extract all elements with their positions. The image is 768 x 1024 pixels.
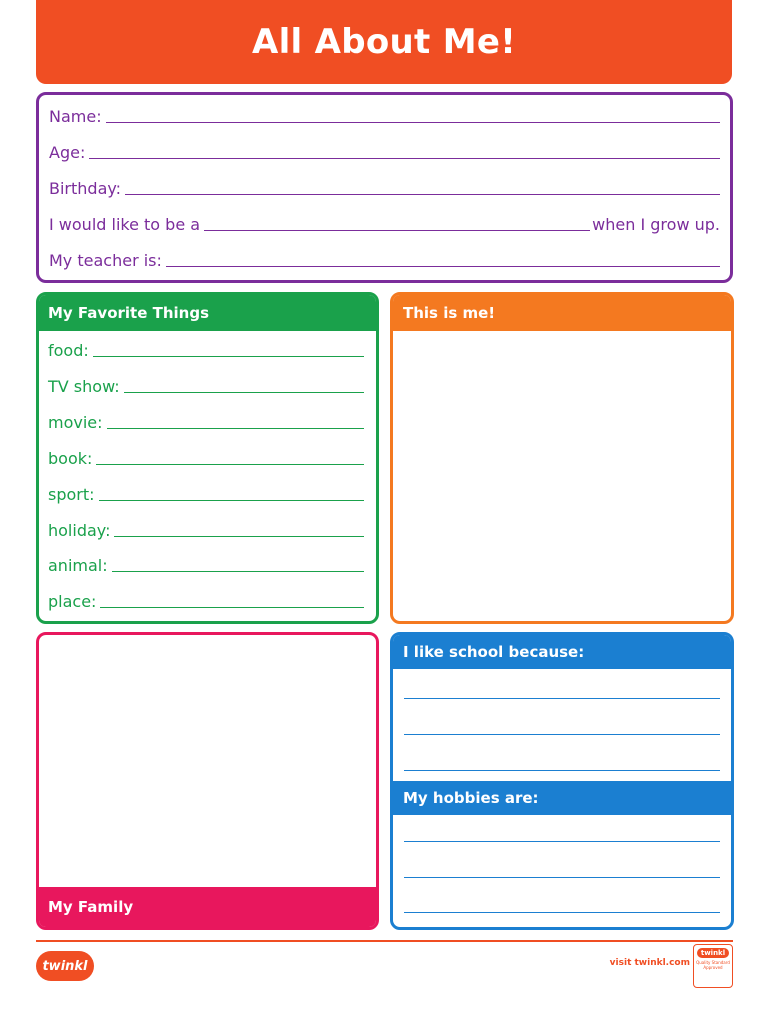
title-banner [36,0,732,84]
favorite-item-label: book: [48,449,93,468]
hobbies-answer-line[interactable] [404,877,720,878]
grow-up-suffix: when I grow up. [592,215,720,234]
favorite-field-line[interactable] [96,464,364,465]
grow-up-prefix: I would like to be a [49,215,201,234]
favorite-item-label: food: [48,341,89,360]
favorite-item-label: place: [48,592,97,611]
favorite-item-sport [48,483,364,505]
age-label: Age: [49,143,86,162]
school-answer-line[interactable] [404,734,720,735]
favorite-item-label: animal: [48,556,108,575]
my-family-box [36,632,379,930]
favorite-item-movie [48,411,364,433]
visit-link[interactable]: visit twinkl.com [609,958,690,968]
twinkl-logo [36,951,94,981]
favorite-item-holiday [48,519,364,541]
hobbies-answer-line[interactable] [404,912,720,913]
age-field-line[interactable] [89,158,720,159]
favorite-field-line[interactable] [107,428,364,429]
school-heading: I like school because: [393,635,731,669]
favorite-item-tv-show [48,375,364,397]
drawing-area[interactable] [393,331,731,621]
personal-info-box [36,92,733,283]
birthday-label: Birthday: [49,179,122,198]
age-row [49,139,720,163]
badge-text: Quality Standard Approved [696,960,730,970]
favorite-item-place [48,590,364,612]
favorite-item-label: movie: [48,413,103,432]
quality-badge-icon [693,944,733,988]
favorite-item-label: TV show: [48,377,120,396]
family-drawing-area[interactable] [39,635,376,887]
hobbies-heading: My hobbies are: [393,781,731,815]
birthday-field-line[interactable] [125,194,720,195]
grow-up-row [49,211,720,235]
teacher-field-line[interactable] [166,266,720,267]
favorite-field-line[interactable] [112,571,364,572]
hobbies-answer-line[interactable] [404,841,720,842]
favorite-item-animal [48,554,364,576]
favorite-item-label: holiday: [48,521,111,540]
name-field-line[interactable] [106,122,720,123]
favorite-item-food [48,339,364,361]
grow-up-field-line[interactable] [204,230,590,231]
favorite-field-line[interactable] [99,500,364,501]
favorite-things-box [36,292,379,624]
school-answer-line[interactable] [404,770,720,771]
this-is-me-heading: This is me! [393,295,731,331]
this-is-me-box [390,292,734,624]
favorite-item-book [48,447,364,469]
school-answer-line[interactable] [404,698,720,699]
page-title: All About Me! [251,22,517,62]
teacher-row [49,247,720,271]
school-hobbies-box [390,632,734,930]
name-row [49,103,720,127]
favorite-field-line[interactable] [100,607,364,608]
favorite-things-heading: My Favorite Things [39,295,376,331]
twinkl-logo-text: twinkl [42,958,88,974]
name-label: Name: [49,107,102,126]
teacher-label: My teacher is: [49,251,162,270]
favorite-item-label: sport: [48,485,95,504]
birthday-row [49,175,720,199]
favorite-field-line[interactable] [124,392,364,393]
badge-logo: twinkl [697,948,729,958]
favorite-field-line[interactable] [114,536,364,537]
favorite-field-line[interactable] [93,356,364,357]
footer-divider [36,940,733,942]
my-family-heading: My Family [39,887,376,927]
